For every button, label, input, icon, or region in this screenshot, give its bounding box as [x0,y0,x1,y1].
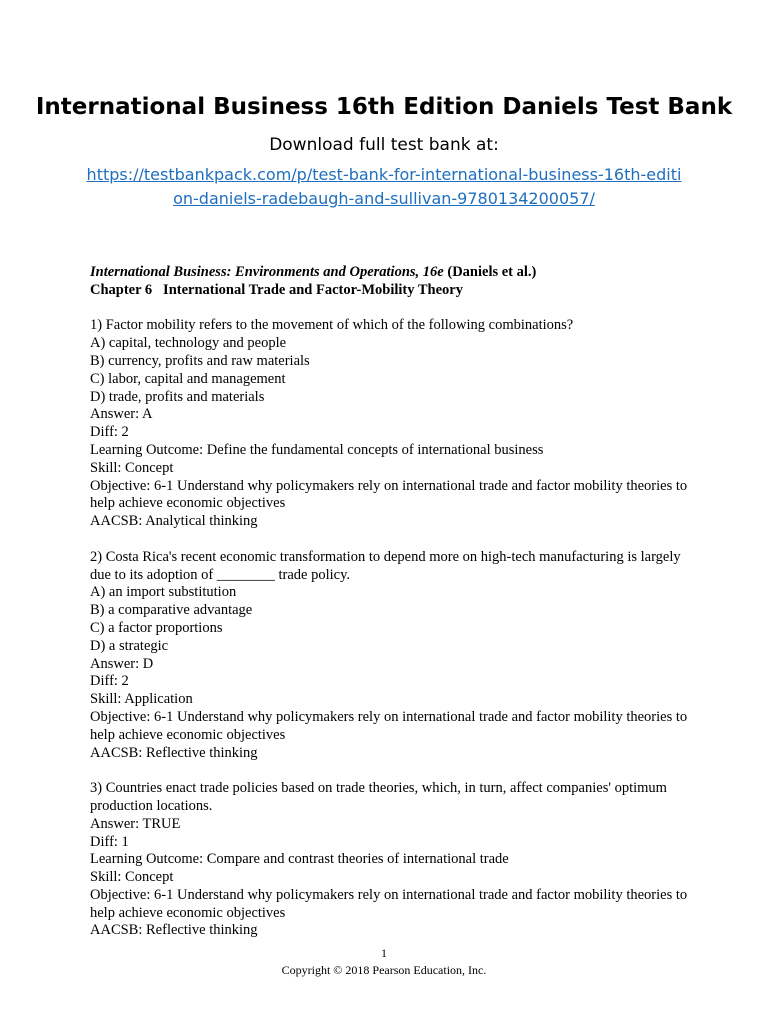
answer-option: A) an import substitution [90,584,237,601]
difficulty-line: Diff: 2 [90,424,129,441]
copyright-notice: Copyright © 2018 Pearson Education, Inc. [281,963,487,977]
page-number: 1 [381,946,387,960]
answer-option: B) a comparative advantage [90,602,253,619]
chapter-heading [90,282,690,300]
answer-option: C) a factor proportions [90,619,223,636]
skill-line: Skill: Application [90,691,193,708]
question-2 [90,549,690,763]
aacsb-line: AACSB: Analytical thinking [90,513,258,530]
download-text: Download full test bank at: [269,135,499,155]
answer-option: A) capital, technology and people [90,335,287,352]
objective-line: Objective: 6-1 Understand why policymakers rely on international trade and factor mobility theories to help achieve economic objectives [90,886,688,921]
aacsb-line: AACSB: Reflective thinking [90,744,258,761]
question-1 [90,317,690,531]
answer-option: D) trade, profits and materials [90,388,265,405]
question-text: 1) Factor mobility refers to the movement of which of the following combinations? [90,317,574,334]
question-3 [90,780,690,940]
document-title: International Business 16th Edition Daniels Test Bank [35,94,733,120]
chapter-title: International Trade and Factor-Mobility Theory [163,281,463,298]
answer-option: D) a strategic [90,637,169,654]
difficulty-line: Diff: 2 [90,673,129,690]
skill-line: Skill: Concept [90,869,174,886]
answer-line: Answer: A [90,406,153,423]
download-link[interactable]: https://testbankpack.com/p/test-bank-for-international-business-16th-edition-daniels-radebaugh-and-sullivan-9780134200057/ [86,165,682,208]
question-text: 3) Countries enact trade policies based on trade theories, which, in turn, affect companies' optimum production locations. [90,780,667,814]
learning-outcome-line: Learning Outcome: Define the fundamental concepts of international business [90,441,544,458]
difficulty-line: Diff: 1 [90,833,129,850]
skill-line: Skill: Concept [90,459,174,476]
chapter-label: Chapter 6 [90,281,153,298]
page-footer [0,945,768,979]
answer-line: Answer: D [90,655,154,672]
learning-outcome-line: Learning Outcome: Compare and contrast theories of international trade [90,851,509,868]
book-title: International Business: Environments and Operations, 16e [90,264,444,280]
book-line [90,264,690,282]
objective-line: Objective: 6-1 Understand why policymakers rely on international trade and factor mobility theories to help achieve economic objectives [90,477,688,512]
objective-line: Objective: 6-1 Understand why policymakers rely on international trade and factor mobility theories to help achieve economic objectives [90,708,688,743]
aacsb-line: AACSB: Reflective thinking [90,922,258,939]
answer-line: Answer: TRUE [90,815,181,832]
question-text: 2) Costa Rica's recent economic transformation to depend more on high-tech manufacturing is largely due to its adoption of ________ trade policy. [90,548,681,583]
answer-option: C) labor, capital and management [90,370,286,387]
document-header [0,92,768,211]
test-bank-content [90,264,690,940]
answer-option: B) currency, profits and raw materials [90,352,310,369]
book-authors: (Daniels et al.) [447,264,537,280]
